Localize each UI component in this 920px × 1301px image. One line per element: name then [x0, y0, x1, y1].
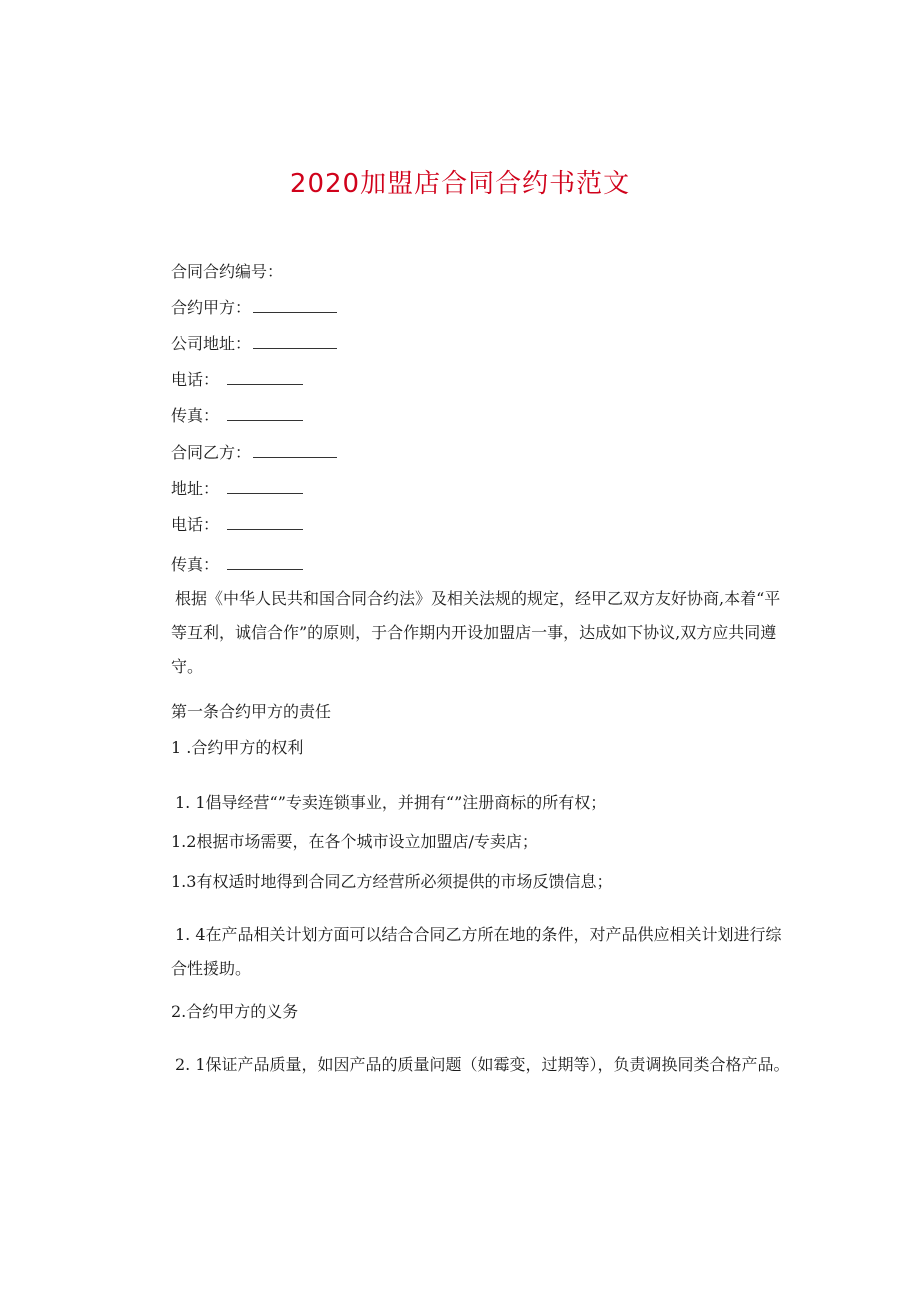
fill-in-blank	[227, 370, 303, 385]
field-label: 合约甲方：	[171, 298, 252, 317]
fill-in-blank	[227, 555, 303, 570]
fill-in-blank	[227, 515, 303, 530]
clause-1-3: 1.3有权适时地得到合同乙方经营所必须提供的市场反馈信息；	[171, 872, 613, 891]
field-party-b	[171, 443, 337, 463]
field-label: 合同乙方：	[171, 443, 252, 462]
fill-in-blank	[227, 406, 303, 421]
clause-2-1: 2. 1保证产品质量，如因产品的质量问题（如霉变，过期等），负责调换同类合格产品。	[175, 1055, 790, 1074]
field-label: 传真：	[171, 555, 220, 574]
preamble-paragraph: 根据《中华人民共和国合同合约法》及相关法规的规定，经甲乙双方友好协商,本着“平等互利，诚信合作”的原则，于合作期内开设加盟店一事，达成如下协议,双方应共同遵守。	[171, 589, 781, 676]
field-label: 传真：	[171, 406, 220, 425]
field-fax-a	[171, 406, 303, 426]
field-party-a	[171, 298, 337, 318]
field-label: 公司地址：	[171, 334, 252, 353]
fill-in-blank	[253, 298, 337, 313]
field-fax-b	[171, 555, 303, 575]
fill-in-blank	[253, 443, 337, 458]
article-heading: 第一条合约甲方的责任	[171, 702, 332, 721]
field-label: 电话：	[171, 370, 220, 389]
fill-in-blank	[253, 334, 337, 349]
field-address-b	[171, 479, 303, 499]
field-contract-no	[171, 262, 283, 282]
field-address-a	[171, 334, 337, 354]
document-title: 2020加盟店合同合约书范文	[289, 169, 631, 199]
field-label: 合同合约编号：	[171, 262, 284, 281]
clause-1-2: 1.2根据市场需要，在各个城市设立加盟店/专卖店；	[171, 832, 538, 851]
clause-1-4: 1. 4在产品相关计划方面可以结合合同乙方所在地的条件，对产品供应相关计划进行综合性援助。	[171, 925, 782, 978]
field-phone-a	[171, 370, 303, 390]
field-phone-b	[171, 515, 303, 535]
field-label: 地址：	[171, 479, 220, 498]
clause-1-1: 1. 1倡导经营“”专卖连锁事业，并拥有“”注册商标的所有权；	[175, 793, 607, 812]
field-label: 电话：	[171, 515, 220, 534]
section-heading: 2.合约甲方的义务	[171, 1002, 299, 1021]
fill-in-blank	[227, 479, 303, 494]
section-heading: 1 .合约甲方的权利	[171, 738, 304, 757]
